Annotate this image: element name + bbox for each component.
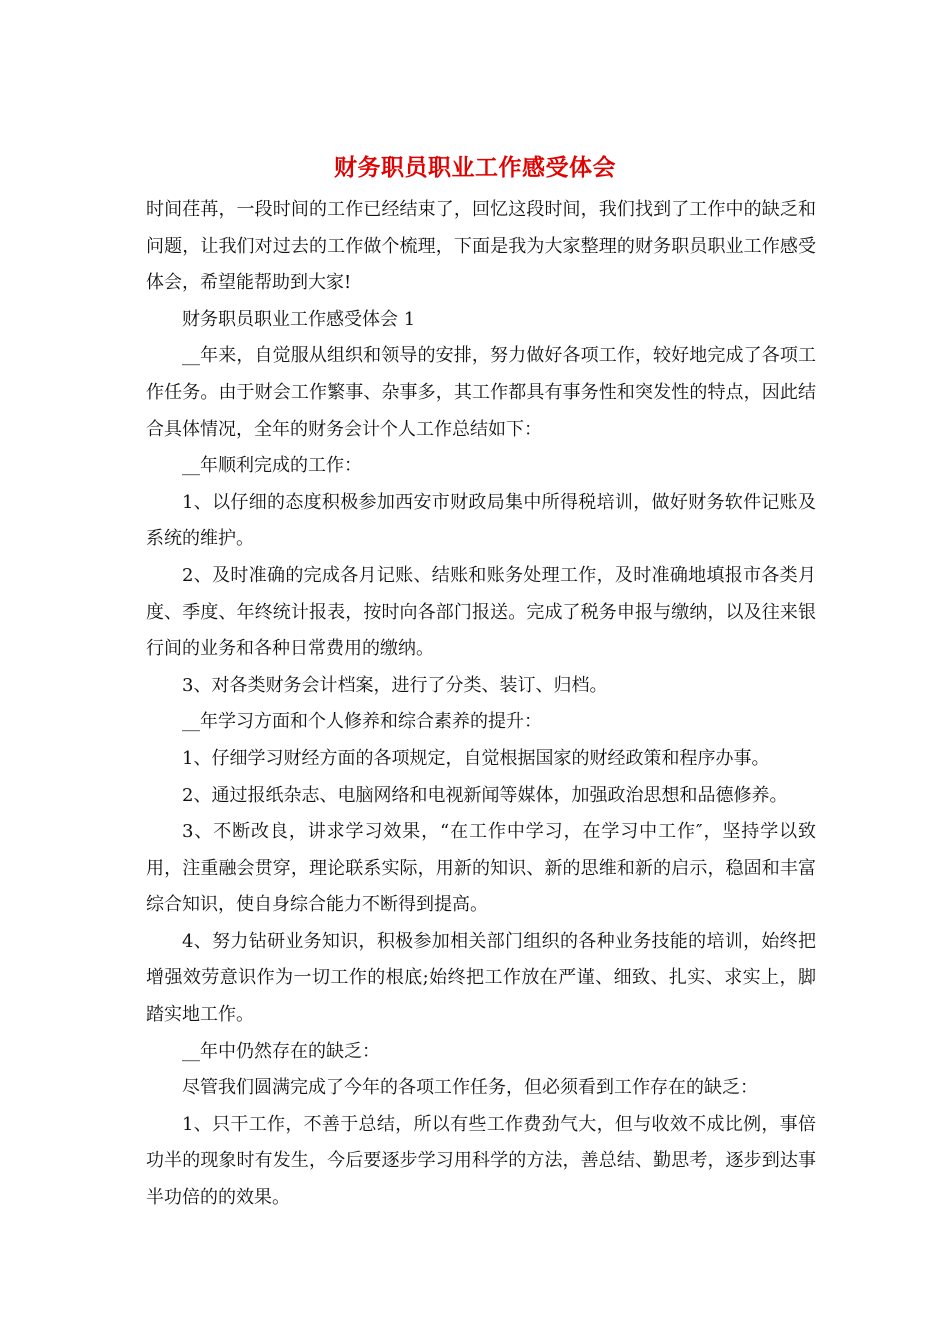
list-item-completed-1: 1、以仔细的态度积极参加西安市财政局集中所得税培训，做好财务软件记账及系统的维护。 [146, 491, 816, 550]
list-item-learning-3: 3、不断改良，讲求学习效果，“在工作中学习，在学习中工作″，坚持学以致用，注重融会贯穿，理论联系实际，用新的知识、新的思维和新的启示，稳固和丰富综合知识，使自身综合能力不断得到提高。 [146, 821, 816, 916]
list-item-completed-2: 2、及时准确的完成各月记账、结账和账务处理工作，及时准确地填报市各类月度、季度、年终统计报表，按时向各部门报送。完成了税务申报与缴纳，以及往来银行间的业务和各种日常费用的缴纳。 [146, 564, 816, 660]
document-title: 财务职员职业工作感受体会 [334, 154, 616, 181]
paragraph-shortcomings-intro: 尽管我们圆满完成了今年的各项工作任务，但必须看到工作存在的缺乏： [182, 1077, 758, 1099]
paragraph-summary: __年来，自觉服从组织和领导的安排，努力做好各项工作，较好地完成了各项工作任务。由于财会工作繁事、杂事多，其工作都具有事务性和突发性的特点，因此结合具体情况，全年的财务会计个人工作总结如下： [146, 345, 816, 440]
list-item-shortcoming-1: 1、只干工作，不善于总结，所以有些工作费劲气大，但与收效不成比例，事倍功半的现象时有发生，今后要逐步学习用科学的方法，善总结、勤思考，逐步到达事半功倍的的效果。 [146, 1113, 816, 1209]
list-item-learning-4: 4、努力钻研业务知识，积极参加相关部门组织的各种业务技能的培训，始终把增强效劳意识作为一切工作的根底;始终把工作放在严谨、细致、扎实、求实上，脚踏实地工作。 [146, 930, 816, 1026]
document-body [146, 192, 816, 1217]
list-item-learning-1: 1、仔细学习财经方面的各项规定，自觉根据国家的财经政策和程序办事。 [182, 747, 770, 769]
list-item-completed-3: 3、对各类财务会计档案，进行了分类、装订、归档。 [182, 674, 608, 696]
section-heading-1: 财务职员职业工作感受体会 1 [182, 308, 416, 330]
subheading-shortcomings: __年中仍然存在的缺乏： [182, 1040, 380, 1062]
list-item-learning-2: 2、通过报纸杂志、电脑网络和电视新闻等媒体，加强政治思想和品德修养。 [182, 784, 788, 806]
subheading-learning: __年学习方面和个人修养和综合素养的提升： [182, 711, 542, 733]
subheading-completed-work: __年顺利完成的工作： [182, 455, 362, 477]
intro-paragraph: 时间荏苒，一段时间的工作已经结束了，回忆这段时间，我们找到了工作中的缺乏和问题，让我们对过去的工作做个梳理，下面是我为大家整理的财务职员职业工作感受体会，希望能帮助到大家! [146, 199, 816, 294]
